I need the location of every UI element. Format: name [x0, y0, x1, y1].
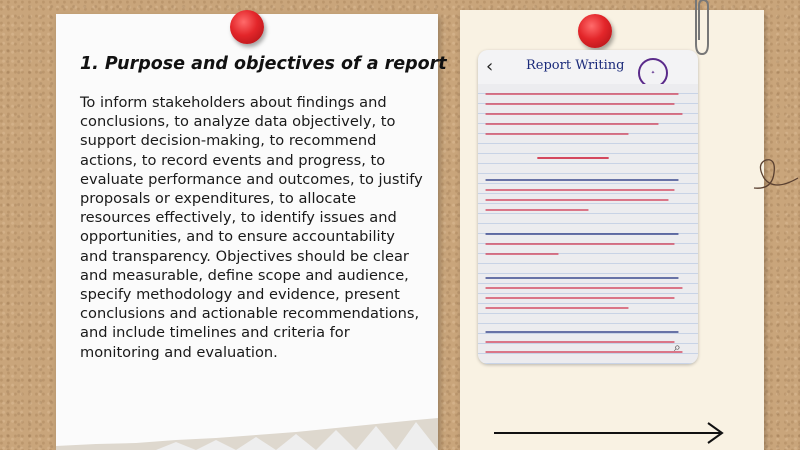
red-pin-right — [578, 14, 612, 48]
note-screenshot — [478, 50, 698, 364]
red-pin-left — [230, 10, 264, 44]
chevron-left-icon[interactable]: ‹ — [486, 56, 494, 77]
string-curl-icon — [752, 148, 800, 198]
stamp-badge: ✦ — [638, 58, 668, 88]
zoom-icon[interactable]: ⌕ — [674, 340, 681, 354]
right-arrow-icon — [494, 420, 726, 446]
torn-edge — [56, 410, 438, 450]
note-title: Report Writing — [526, 58, 625, 73]
page-title: 1. Purpose and objectives of a report — [80, 54, 447, 74]
note-header — [478, 50, 698, 84]
note-lined-paper — [478, 84, 698, 364]
body-paragraph: To inform stakeholders about findings and conclusions, to analyze data objectively, to support decision-making, to recommend actions, to record events and progress, to evaluate performance and outcomes, to justify proposals or expenditures, to allocate resources effectively, to identify issues and opportunities, and to ensure accountability and transparency. Objectives should be clear and measurable, define scope and audience, specify methodology and evidence, present conclusions and actionable recommendations, and include timelines and criteria for monitoring and evaluation. — [80, 94, 423, 361]
handwriting-scribbles — [478, 84, 698, 364]
